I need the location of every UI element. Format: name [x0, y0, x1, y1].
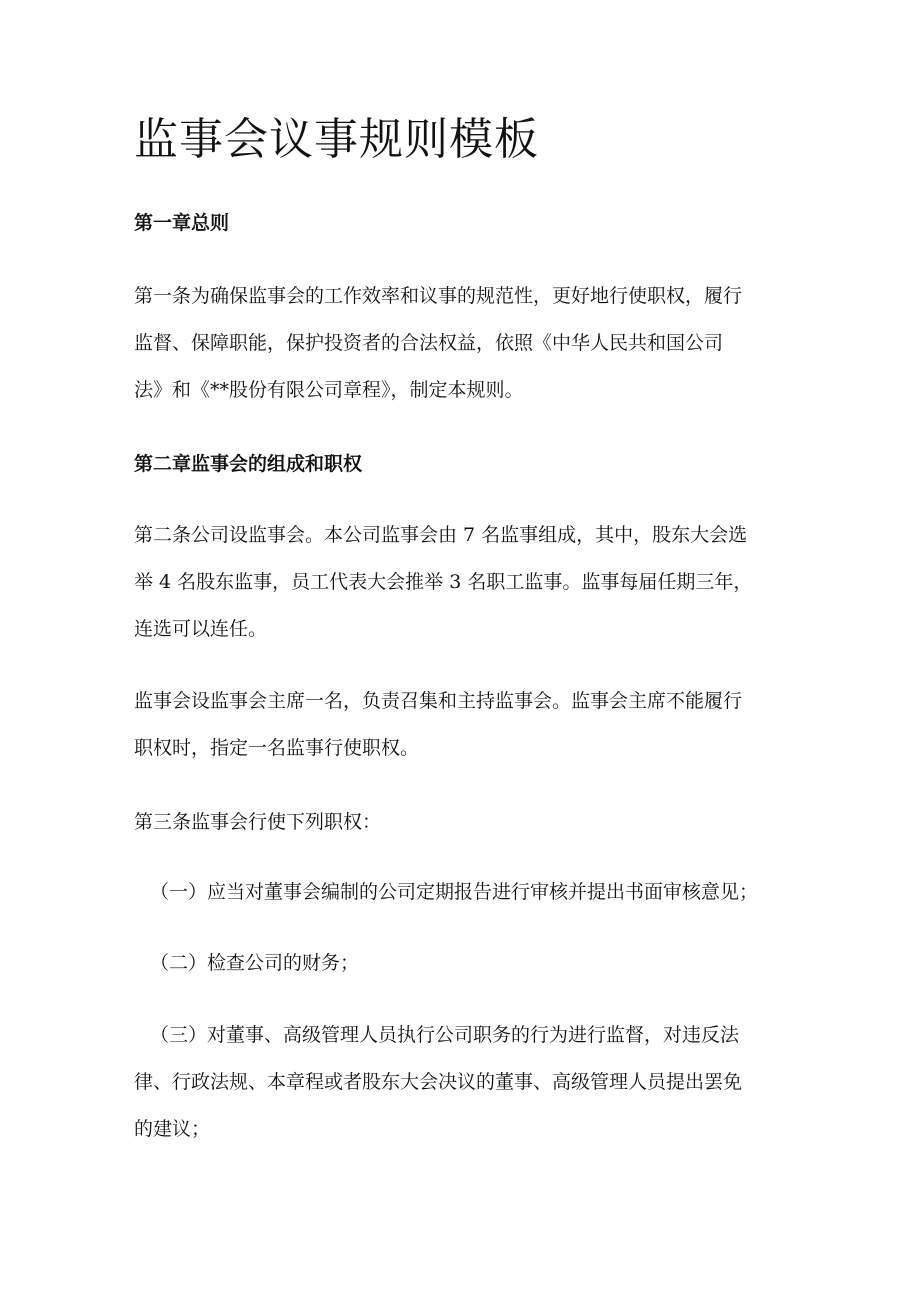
document-title: 监事会议事规则模板 [134, 114, 539, 165]
article-2-paragraph [134, 512, 784, 653]
article-3-intro [134, 799, 784, 846]
article-3-item-3-line: （三）对董事、高级管理人员执行公司职务的行为进行监督，对违反法 [150, 1024, 740, 1046]
article-3-item-2 [150, 940, 790, 987]
article-1-line: 法》和《**股份有限公司章程》，制定本规则。 [134, 379, 524, 401]
article-2-line: 举 4 名股东监事，员工代表大会推举 3 名职工监事。监事每届任期三年， [134, 571, 753, 593]
article-3-item-3-line: 的建议； [134, 1118, 211, 1140]
article-3-item-1-line: （一）应当对董事会编制的公司定期报告进行审核并提出书面审核意见； [150, 881, 759, 903]
article-2-line: 第二条公司设监事会。本公司监事会由 7 名监事组成，其中，股东大会选 [134, 524, 748, 546]
article-1-paragraph [134, 273, 784, 414]
article-1-line: 监督、保障职能，保护投资者的合法权益，依照《中华人民共和国公司 [134, 332, 724, 354]
chair-paragraph-line: 监事会设监事会主席一名，负责召集和主持监事会。监事会主席不能履行 [134, 690, 743, 712]
chapter-1-heading: 第一章总则 [134, 212, 230, 234]
article-2-line: 连选可以连任。 [134, 618, 268, 640]
chapter-2-heading: 第二章监事会的组成和职权 [134, 453, 363, 475]
chair-paragraph-line: 职权时，指定一名监事行使职权。 [134, 737, 420, 759]
article-3-item-1 [150, 869, 790, 916]
article-3-item-3 [134, 1012, 790, 1153]
article-3-item-2-line: （二）检查公司的财务； [150, 952, 360, 974]
article-3-intro-line: 第三条监事会行使下列职权： [134, 811, 382, 833]
article-1-line: 第一条为确保监事会的工作效率和议事的规范性，更好地行使职权，履行 [134, 285, 743, 307]
article-3-item-3-line: 律、行政法规、本章程或者股东大会决议的董事、高级管理人员提出罢免 [134, 1071, 743, 1093]
chair-paragraph [134, 678, 784, 772]
